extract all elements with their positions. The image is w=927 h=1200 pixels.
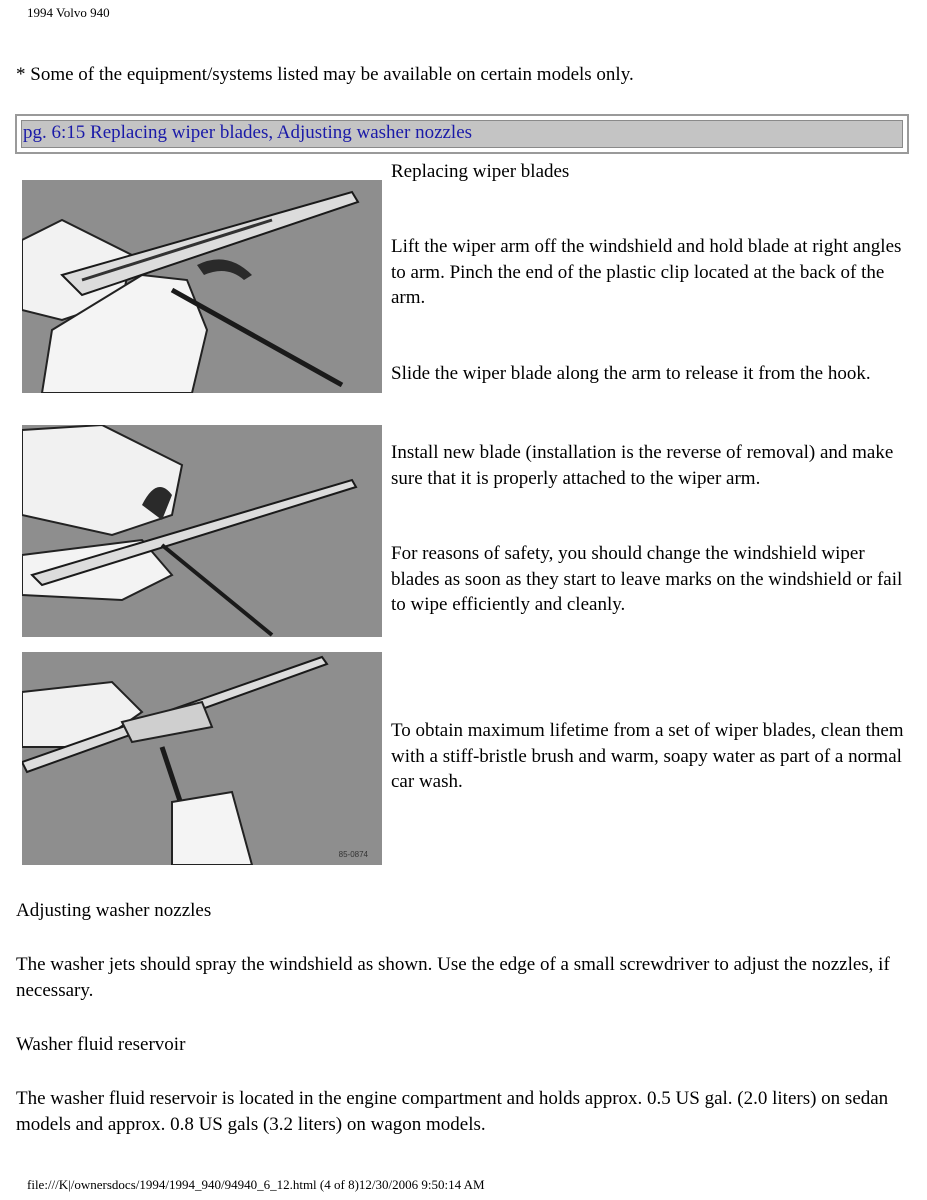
wiper-step-3: Install new blade (installation is the reverse of removal) and make sure that it is properly attached to the wiper arm. — [391, 442, 894, 489]
reservoir-heading: Washer fluid reservoir — [16, 1034, 186, 1055]
page-footer: file:///K|/ownersdocs/1994/1994_940/94940_6_12.html (4 of 8)12/30/2006 9:50:14 AM — [27, 1177, 485, 1192]
section-title: pg. 6:15 Replacing wiper blades, Adjusting washer nozzles — [23, 122, 473, 143]
wiper-step-2: Slide the wiper blade along the arm to release it from the hook. — [391, 363, 871, 384]
nozzles-heading: Adjusting washer nozzles — [16, 900, 212, 921]
wiper-safety-note: For reasons of safety, you should change the windshield wiper blades as soon as they start to leave marks on the windshield or fail to wipe efficiently and cleanly. — [391, 543, 903, 615]
section-title-bar — [15, 114, 909, 154]
wiper-heading: Replacing wiper blades — [391, 161, 570, 182]
reservoir-text: The washer fluid reservoir is located in the engine compartment and holds approx. 0.5 US gal. (2.0 liters) on sedan models and approx. 0.8 US gals (3.2 liters) on wagon models. — [16, 1088, 889, 1135]
figure-install-blade — [22, 652, 382, 865]
figure-slide-blade — [22, 425, 382, 637]
wiper-step-1: Lift the wiper arm off the windshield and hold blade at right angles to arm. Pinch the end of the plastic clip located at the back of the arm. — [391, 236, 902, 308]
nozzles-text: The washer jets should spray the windshield as shown. Use the edge of a small screwdriver to adjust the nozzles, if necessary. — [16, 954, 890, 1001]
equipment-note: * Some of the equipment/systems listed may be available on certain models only. — [16, 64, 634, 85]
figure-code: 85-0874 — [338, 850, 368, 859]
wiper-maintenance-note: To obtain maximum lifetime from a set of wiper blades, clean them with a stiff-bristle brush and warm, soapy water as part of a normal car wash. — [391, 720, 904, 792]
figure-pinch-clip — [22, 180, 382, 393]
page-header: 1994 Volvo 940 — [27, 5, 110, 20]
